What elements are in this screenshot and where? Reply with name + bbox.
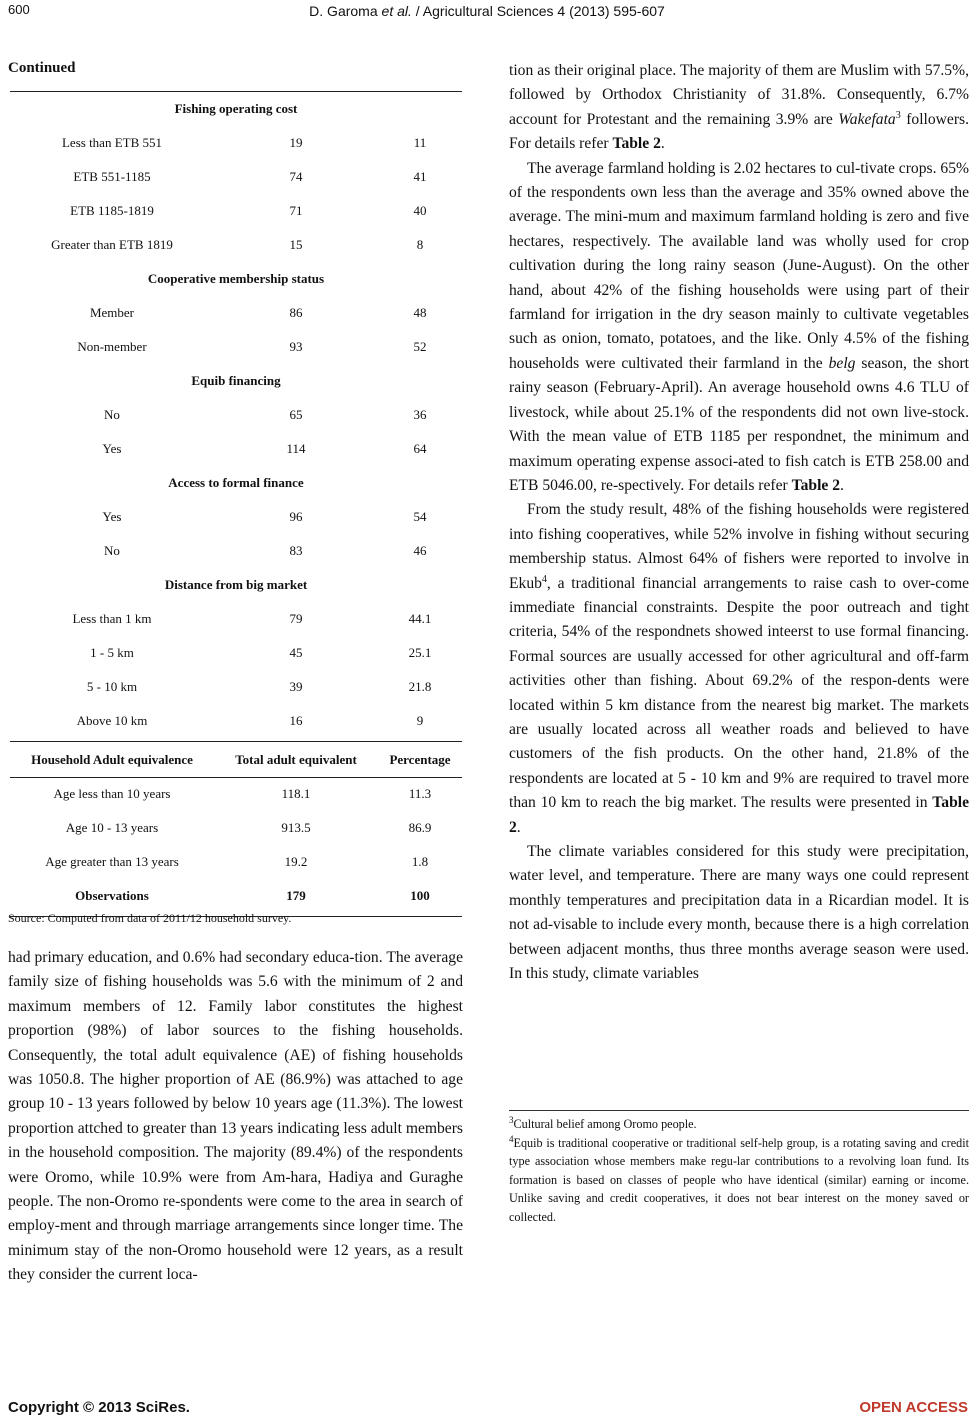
row-value: 45 [289, 645, 303, 660]
table-header-row [10, 752, 462, 772]
table-section-title: Access to formal finance [168, 475, 304, 490]
row-value: 71 [289, 203, 303, 218]
row-value: 79 [289, 611, 303, 626]
row-value: 40 [413, 203, 427, 218]
table-section-title: Equib financing [191, 373, 281, 388]
table-row [10, 169, 462, 189]
row-label: Age less than 10 years [53, 786, 171, 801]
row-value: 118.1 [281, 786, 311, 801]
row-label: ETB 551-1185 [73, 169, 151, 184]
row-label: Observations [75, 888, 149, 903]
row-label: Age greater than 13 years [45, 854, 179, 869]
open-access-link[interactable]: OPEN ACCESS [859, 1399, 968, 1416]
table-row [10, 679, 462, 699]
row-value: 100 [410, 888, 430, 903]
row-value: 114 [286, 441, 306, 456]
text-span: season, the short rainy season (February-April). An average household owns 4.6 TLU of livestock, while about 25.1% of the respondents did not own live-stock. With the mean value of ETB 1185 per respondnet, the minimum and maximum operating expense associ-ated to fish catch is ETB 258.00 and ETB 5046.00, re-spectively. For details refer [509, 354, 970, 494]
row-label: Age 10 - 13 years [65, 820, 159, 835]
text-span: The average farmland holding is 2.02 hectares to cul-tivate crops. 65% of the respondents own less than the average and 35% owned above the average. The mini-mum and maximum farmland holding is zero and five hectares, respectively. The available land was wholly used for crop cultivation during the long rainy season (June-August). On the other hand, about 42% of the fishing households were using part of their farmland for irrigation in the dry season mainly to cultivate vegetables such as onion, tomato, potatoes, and the like. Only 4.5% of the fishing households were cultivated their farmland in the [509, 159, 969, 372]
copyright: Copyright © 2013 SciRes. [8, 1399, 190, 1416]
text-span: . [840, 476, 844, 494]
text-span: , a traditional financial arrangements to raise cash to over-come immediate financial constraints. Despite the poor outreach and tight criteria, 54% of the respondnets showed inteerst to use formal financing. Formal sources are usually accessed for other agricultural and off-farm activities other than fishing. About 69.2% of the respon-dents were located within 5 km distance from the nearest big market. The markets are usually located across all weather roads and believed to have customers of the fish products. On the other hand, 21.8% of the respondents are located at 5 - 10 km and 9% are required to travel more than 10 km to reach the big market. The results were presented in [509, 574, 969, 812]
text-span: followers. For details refer [509, 110, 969, 153]
table-rule [10, 741, 462, 742]
table-row [10, 543, 462, 563]
row-value: 41 [413, 169, 427, 184]
row-value: 11.3 [408, 786, 432, 801]
table-row [10, 713, 462, 733]
row-value: 93 [289, 339, 303, 354]
footnote-marker: 3 [509, 1114, 514, 1125]
column-header: Household Adult equivalence [31, 752, 193, 767]
table-row [10, 645, 462, 665]
right-paragraph-4: The climate variables considered for this study were precipitation, water level, and temperature. There are many ways one could represent monthly temperatures and precipitation data in a Ricardian model. It is not ad-visable to include every month, because there is a high correlation between adjacent months, thus three months average season were used. In this study, climate variables [509, 843, 969, 983]
row-label: No [104, 407, 120, 422]
column-header: Total adult equivalent [235, 752, 357, 767]
row-label: Less than 1 km [72, 611, 152, 626]
row-value: 96 [289, 509, 303, 524]
table-row [10, 203, 462, 223]
row-value: 179 [286, 888, 306, 903]
table-row [10, 854, 462, 874]
table-section-title: Distance from big market [164, 577, 308, 592]
row-value: 46 [413, 543, 427, 558]
running-header [0, 3, 974, 19]
column-header: Percentage [389, 752, 451, 767]
text-span: tion as their original place. The majority of them are Muslim with 57.5%, followed by Orthodox Christianity of 31.8%. Consequently, 6.7% account for Protestant and the remaining 3.9% are [509, 62, 969, 128]
row-value: 11 [413, 135, 427, 150]
row-label: Yes [102, 441, 122, 456]
right-paragraph-1 [509, 59, 969, 157]
row-value: 1.8 [411, 854, 429, 869]
row-value: 913.5 [281, 820, 311, 835]
header-authors: D. Garoma [309, 3, 382, 19]
text-span: . [516, 818, 521, 836]
table-row [10, 786, 462, 806]
row-value: 65 [289, 407, 303, 422]
row-value: 25.1 [408, 645, 432, 660]
row-value: 9 [416, 713, 424, 728]
table-ref-link[interactable]: Table 2 [612, 135, 661, 153]
table-section-title: Cooperative membership status [147, 271, 325, 286]
row-value: 19.2 [284, 854, 308, 869]
row-value: 83 [289, 543, 303, 558]
row-label: Greater than ETB 1819 [51, 237, 173, 252]
header-etal: et al. [381, 3, 412, 19]
table-rule [10, 777, 462, 778]
page-number: 600 [8, 2, 30, 17]
observations-row [10, 888, 462, 908]
footnote-4 [509, 1134, 969, 1227]
row-label: Member [89, 305, 135, 320]
row-value: 54 [413, 509, 427, 524]
row-label: Above 10 km [76, 713, 148, 728]
row-value: 19 [289, 135, 303, 150]
table-row [10, 305, 462, 325]
italic-term: Wakefata [838, 110, 896, 128]
table-rule [10, 91, 462, 92]
row-label: ETB 1185-1819 [70, 203, 154, 218]
row-label: Less than ETB 551 [61, 135, 162, 150]
table-section-title: Fishing operating cost [174, 101, 298, 116]
row-value: 16 [289, 713, 303, 728]
left-column-text [8, 946, 463, 1288]
footnote-text: Cultural belief among Oromo people. [513, 1117, 697, 1131]
table-row [10, 441, 462, 461]
right-column-text [509, 59, 969, 986]
footnote-3 [509, 1115, 969, 1134]
row-value: 36 [413, 407, 427, 422]
row-value: 52 [413, 339, 427, 354]
row-value: 64 [413, 441, 427, 456]
row-value: 86.9 [408, 820, 432, 835]
header-journal: / Agricultural Sciences 4 (2013) 595-607 [411, 3, 665, 19]
table-continued-label: Continued [8, 60, 76, 76]
row-label: No [104, 543, 120, 558]
text-span: From the study result, 48% of the fishing households were registered into fishing cooperatives, while 52% involve in fishing without securing membership status. Almost 64% of fishers were reported to involve in Ekub [509, 501, 969, 592]
table-source-note: Source: Computed from data of 2011/12 household survey. [8, 911, 292, 925]
row-label: 5 - 10 km [86, 679, 138, 694]
row-value: 48 [413, 305, 427, 320]
row-label: 1 - 5 km [90, 645, 134, 660]
table-ref-link[interactable]: Table 2 [509, 794, 969, 836]
table-ref-link[interactable]: Table 2 [791, 476, 841, 494]
table-row [10, 407, 462, 427]
footnotes [509, 1110, 969, 1226]
row-value: 15 [289, 237, 303, 252]
footnote-text: Equib is traditional cooperative or traditional self-help group, is a rotating saving and credit type association whose members make regu-lar contributions to a revolving loan fund. Its formation is based on classes of people who have identical (similar) earning or income. Unlike saving and credit cooperatives, it does not bear interest on the money saved or collected. [509, 1135, 969, 1224]
text-span: . [660, 135, 665, 153]
footnote-ref-4[interactable]: 4 [541, 573, 547, 585]
italic-term: belg [828, 354, 856, 372]
table-row [10, 135, 462, 155]
table-row [10, 611, 462, 631]
row-value: 74 [289, 169, 303, 184]
table-row [10, 339, 462, 359]
row-value: 44.1 [408, 611, 432, 626]
table-row [10, 820, 462, 840]
left-paragraph: had primary education, and 0.6% had secondary educa-tion. The average family size of fishing households was 5.6 with the minimum of 2 and maximum members of 12. Family labor constitutes the highest proportion (98%) of labor sources to the fishing households. Consequently, the total adult equivalence (AE) of fishing households was 1050.8. The higher proportion of AE (86.9%) was attached to age group 10 - 13 years followed by below 10 years age (11.3%). The lowest proportion attched to greater than 13 years indicating less adult members in the household composition. The majority (89.4%) of the respondents were Oromo, while 10.9% were from Am-hara, Hadiya and Guraghe people. The non-Oromo re-spondents were come to the area in search of employ-ment and through marriage arrangements since longer time. The minimum stay of the non-Oromo household were 12 years, as a result they consider the current loca- [8, 949, 463, 1284]
table-row [10, 237, 462, 257]
footnote-marker: 4 [509, 1133, 514, 1144]
right-paragraph-2 [509, 157, 969, 499]
footnote-ref-3[interactable]: 3 [895, 109, 901, 121]
row-value: 86 [289, 305, 303, 320]
row-value: 21.8 [408, 679, 432, 694]
row-value: 39 [289, 679, 303, 694]
right-paragraph-3 [509, 498, 969, 840]
row-label: Non-member [77, 339, 147, 354]
row-label: Yes [102, 509, 122, 524]
row-value: 8 [416, 237, 424, 252]
table-row [10, 509, 462, 529]
